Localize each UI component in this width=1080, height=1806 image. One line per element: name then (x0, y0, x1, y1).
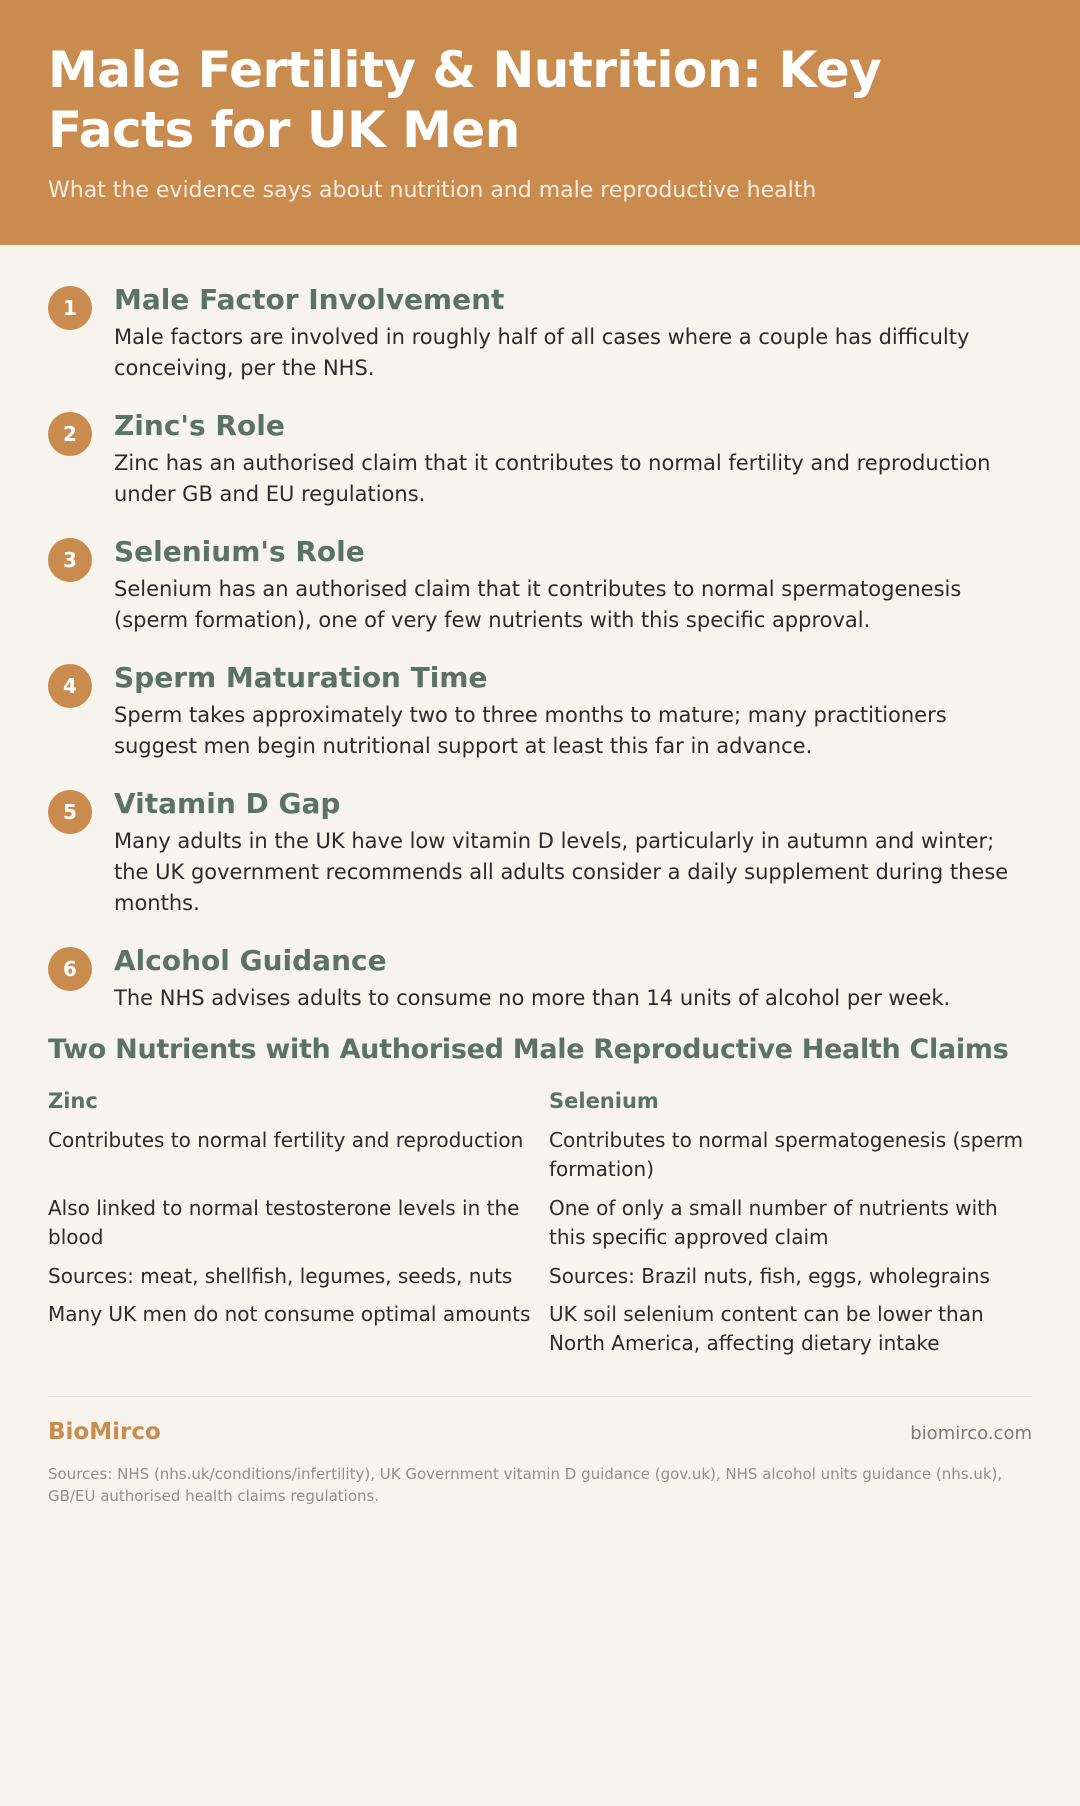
fact-title: Selenium's Role (114, 535, 365, 568)
fact-text: Selenium has an authorised claim that it contributes to normal spermatogenesis (sperm formation), one of very few nutrients with this specific approval. (114, 577, 962, 632)
comparison-cell: Many UK men do not consume optimal amounts (48, 1302, 531, 1326)
fact-item (48, 784, 1032, 919)
fact-item (48, 941, 1032, 1014)
page-header (0, 0, 1080, 245)
comparison-title: Two Nutrients with Authorised Male Reproductive Health Claims (48, 1034, 1009, 1065)
website-link[interactable]: biomirco.com (910, 1423, 1032, 1444)
comparison-columns (48, 1086, 1032, 1368)
fact-number-badge: 3 (48, 538, 92, 582)
comparison-cell: Also linked to normal testosterone levels in the blood (48, 1196, 520, 1249)
comparison-cell: Sources: Brazil nuts, fish, eggs, wholegrains (549, 1264, 990, 1288)
comparison-cell: UK soil selenium content can be lower than North America, affecting dietary intake (549, 1302, 984, 1355)
column-heading: Zinc (48, 1089, 98, 1113)
nutrient-comparison (48, 1030, 1032, 1368)
column-heading: Selenium (549, 1089, 659, 1113)
comparison-column-zinc (48, 1086, 531, 1368)
fact-number-badge: 4 (48, 664, 92, 708)
fact-text: The NHS advises adults to consume no more than 14 units of alcohol per week. (114, 986, 951, 1010)
fact-text: Many adults in the UK have low vitamin D levels, particularly in autumn and winter; the UK government recommends all adults consider a daily supplement during these months. (114, 829, 1009, 915)
sources-note: Sources: NHS (nhs.uk/conditions/infertility), UK Government vitamin D guidance (gov.uk), NHS alcohol units guidance (nhs.uk), GB/EU authorised health claims regulations. (48, 1465, 1003, 1505)
fact-number-badge: 2 (48, 412, 92, 456)
fact-number-badge: 5 (48, 790, 92, 834)
comparison-cell: One of only a small number of nutrients with this specific approved claim (549, 1196, 998, 1249)
fact-text: Zinc has an authorised claim that it contributes to normal fertility and reproduction under GB and EU regulations. (114, 451, 991, 506)
comparison-column-selenium (549, 1086, 1032, 1368)
fact-item (48, 406, 1032, 510)
fact-title: Male Factor Involvement (114, 283, 505, 316)
brand-logo-text: BioMirco (48, 1419, 161, 1445)
fact-item (48, 280, 1032, 384)
comparison-cell: Contributes to normal spermatogenesis (sperm formation) (549, 1128, 1024, 1181)
fact-item (48, 658, 1032, 762)
page-subtitle: What the evidence says about nutrition and male reproductive health (48, 178, 817, 203)
fact-title: Alcohol Guidance (114, 944, 387, 977)
fact-number-badge: 6 (48, 947, 92, 991)
comparison-cell: Sources: meat, shellfish, legumes, seeds, nuts (48, 1264, 513, 1288)
page-title: Male Fertility & Nutrition: Key Facts for UK Men (48, 41, 882, 159)
fact-title: Vitamin D Gap (114, 787, 341, 820)
fact-item (48, 532, 1032, 636)
fact-title: Sperm Maturation Time (114, 661, 488, 694)
fact-text: Sperm takes approximately two to three months to mature; many practitioners suggest men begin nutritional support at least this far in advance. (114, 703, 947, 758)
fact-text: Male factors are involved in roughly half of all cases where a couple has difficulty conceiving, per the NHS. (114, 325, 970, 380)
comparison-cell: Contributes to normal fertility and reproduction (48, 1128, 524, 1152)
fact-number-badge: 1 (48, 286, 92, 330)
fact-title: Zinc's Role (114, 409, 285, 442)
key-facts-list (48, 280, 1032, 1036)
footer-brand-row (48, 1419, 1032, 1445)
page-footer (48, 1396, 1032, 1507)
